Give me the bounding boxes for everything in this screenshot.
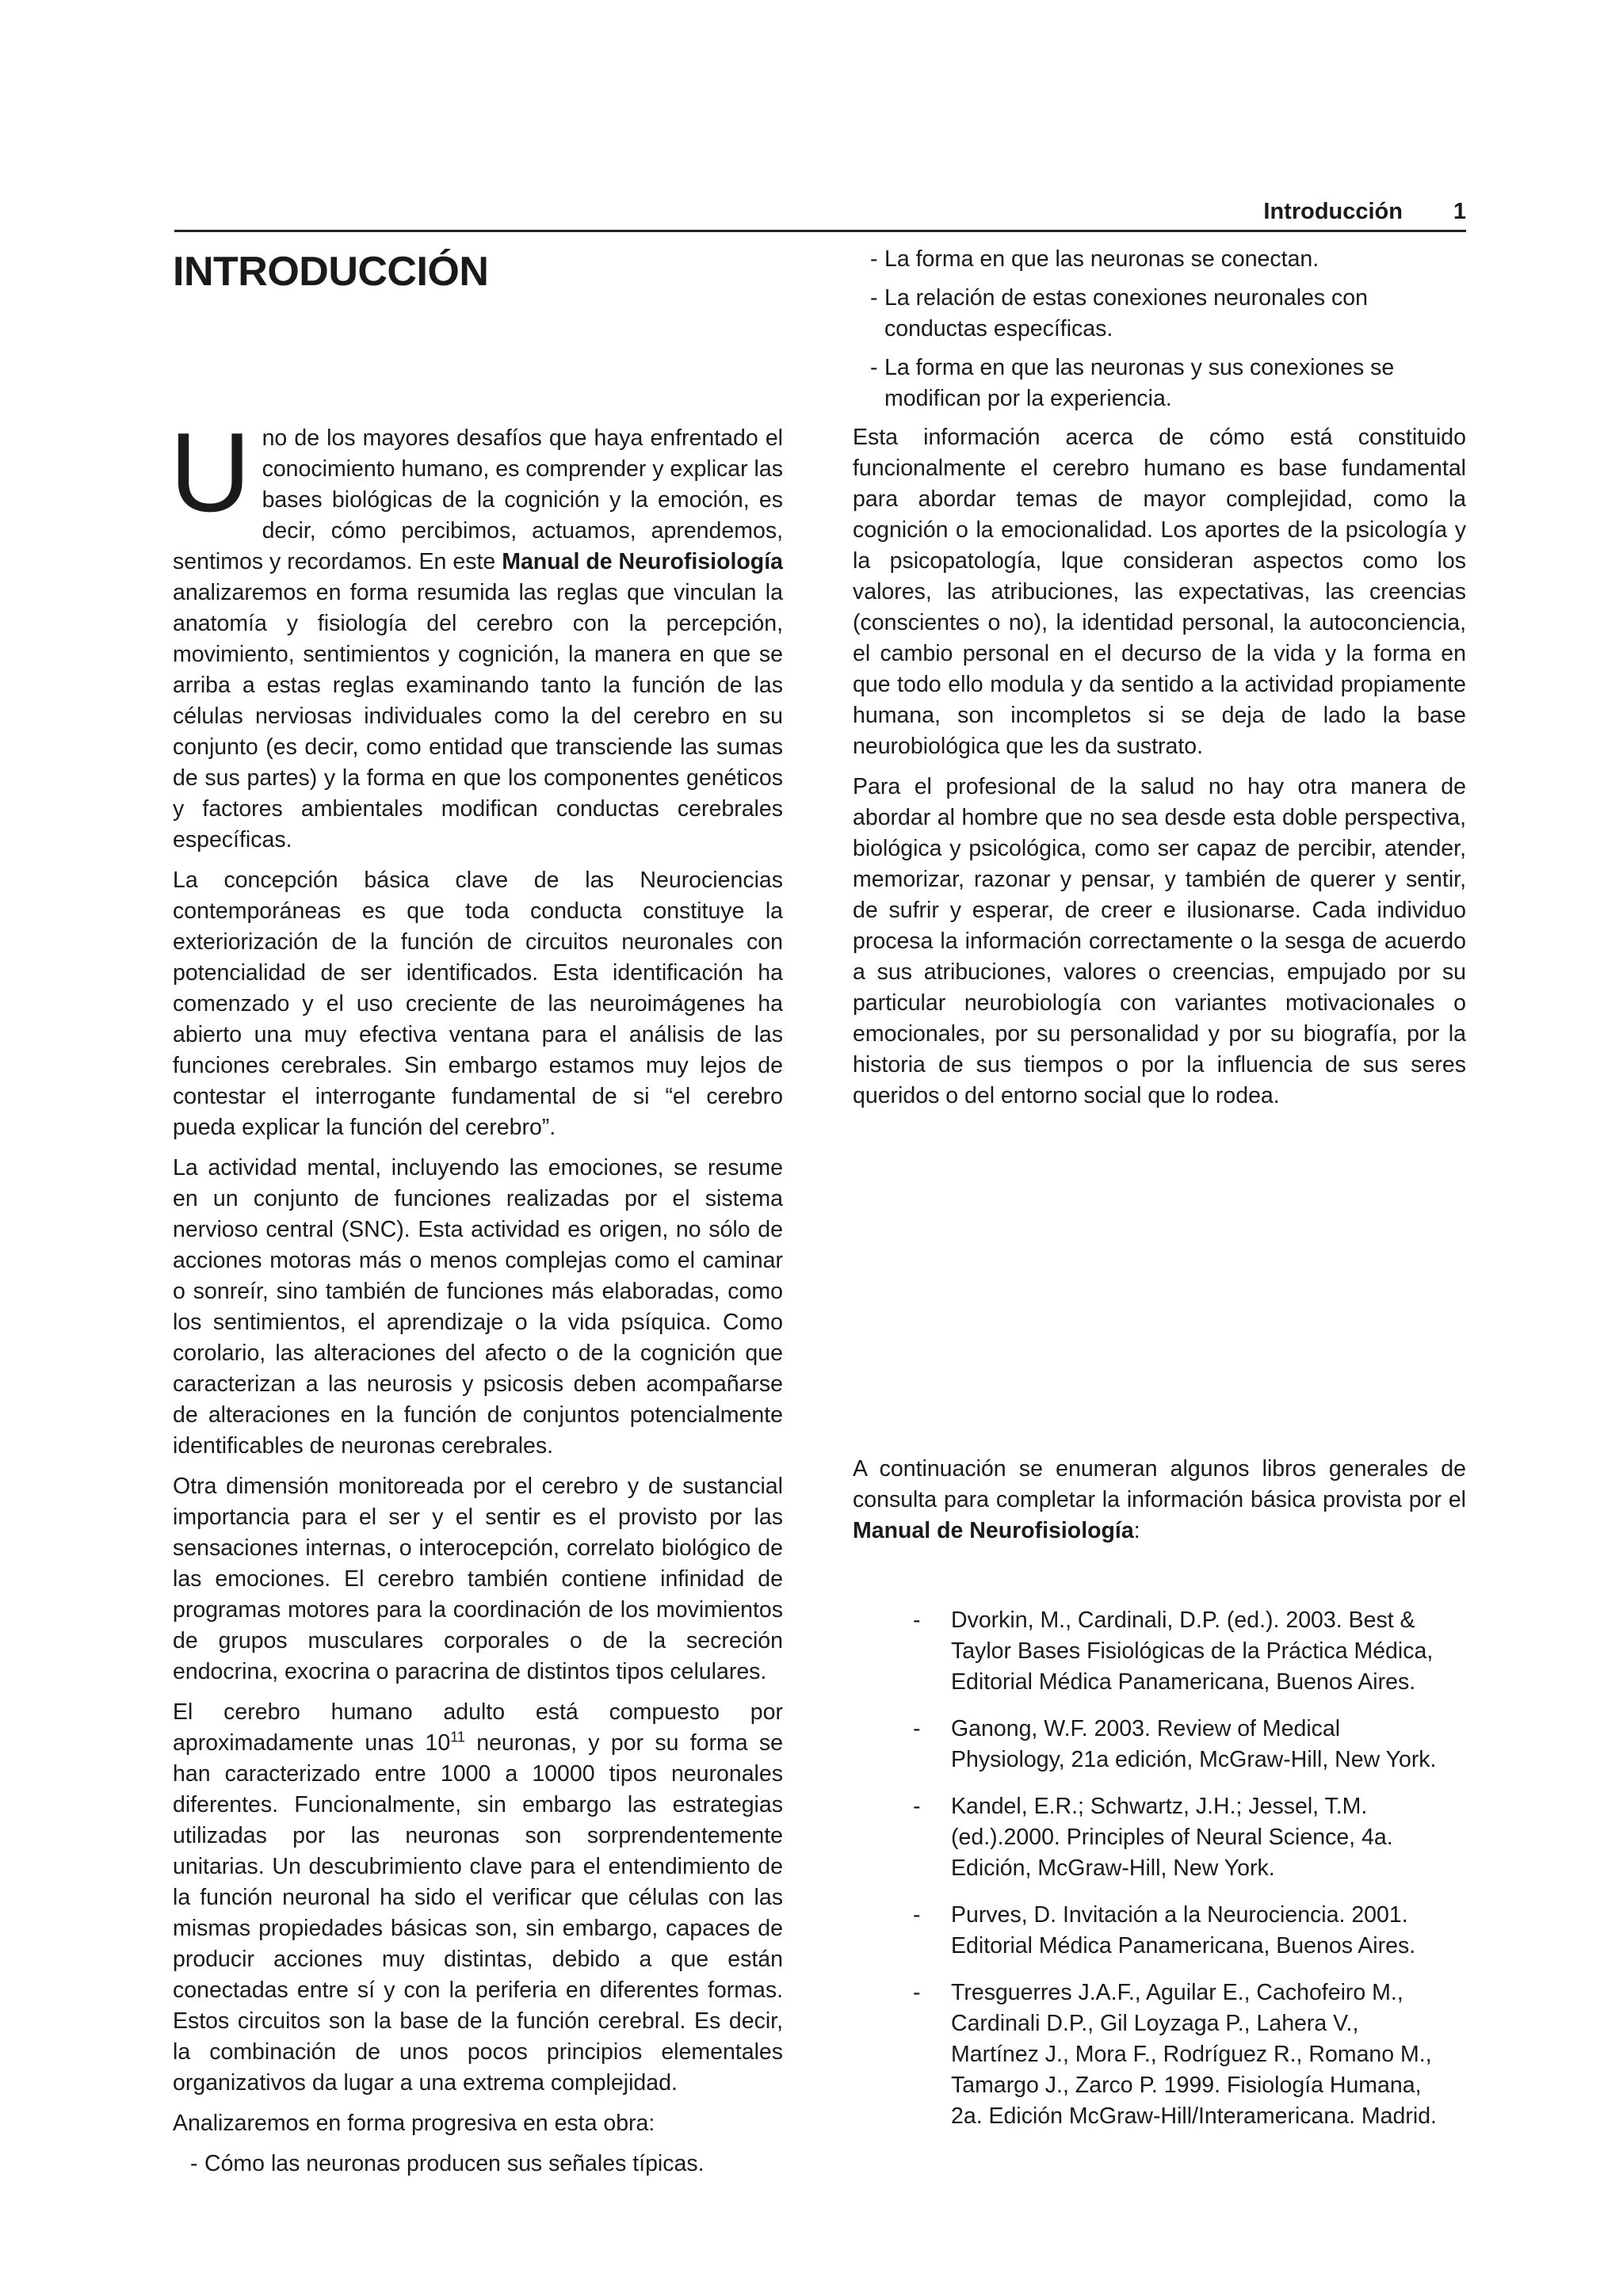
running-header — [174, 196, 1466, 232]
reference-list — [853, 1605, 1466, 2132]
drop-cap: U — [170, 410, 251, 536]
list-item: - La relación de estas conexiones neuronales con conductas específicas. — [870, 285, 1368, 341]
intro-paragraph-2: La concepción básica clave de las Neurociencias contemporáneas es que toda conducta constituye la exteriorización de la función de circuitos neuronales con potencialidad de ser identificados. Esta identificación ha comenzado y el uso creciente de las neuroimágenes ha abierto una muy efectiva ventana para el análisis de las funciones cerebrales. Sin embargo estamos muy lejos de contestar el interrogante fundamental de si “el cerebro pueda explicar la función del cerebro”. — [173, 868, 783, 1140]
list-item: - La forma en que las neuronas y sus conexiones se modifican por la experiencia. — [870, 355, 1395, 411]
intro-paragraph-5: El cerebro humano adulto está compuesto por aproximadamente unas $10^{11}$ neuronas, y por su forma se han caracterizado entre 1000 a 10000 tipos neuronales diferentes. Funcionalmente, sin embargo las estrategias utilizadas por las neuronas son sorprendentemente unitarias. Un descubrimiento clave para el entendimiento de la función neuronal ha sido el verificar que células con las mismas propiedades básicas son, sin embargo, capaces de producir acciones muy distintas, debido a que están conectadas entre sí y con la periferia en diferentes formas. Estos circuitos son la base de la función cerebral. Es decir, la combinación de unos pocos principios elementales organizativos da lugar a una extrema complejidad. — [173, 1699, 783, 2096]
references-intro: A continuación se enumeran algunos libros generales de consulta para completar la información básica provista por el Manual de Neurofisiología: — [853, 1456, 1466, 1543]
reference-item: - Tresguerres J.A.F., Aguilar E., Cachofeiro M., Cardinali D.P., Gil Loyzaga P., Lahera V., Martínez J., Mora F., Rodríguez R., Romano M., Tamargo J., Zarco P. 1999. Fisiología Humana, 2a. Edición McGraw-Hill/Interamericana. Madrid. — [913, 1980, 1437, 2129]
page-number: 1 — [1453, 199, 1466, 224]
reference-item: - Ganong, W.F. 2003. Review of Medical Physiology, 21a edición, McGraw-Hill, New York. — [913, 1716, 1437, 1772]
manual-title: Manual de Neurofisiología — [853, 1518, 1134, 1543]
reference-item: - Dvorkin, M., Cardinali, D.P. (ed.). 2003. Best & Taylor Bases Fisiológicas de la Práctica Médica, Editorial Médica Panamericana, Buenos Aires. — [913, 1608, 1434, 1695]
body-paragraph-2: Para el profesional de la salud no hay otra manera de abordar al hombre que no sea desde esta doble perspectiva, biológica y psicológica, como ser capaz de percibir, atender, memorizar, razonar y pensar, y también de querer y sentir, de sufrir y esperar, de creer e ilusionarse. Cada individuo procesa la información correctamente o la sesga de acuerdo a sus atribuciones, valores o creencias, empujado por su particular neurobiología con variantes motivacionales o emocionales, por su personalidad y por su biografía, por la historia de sus tiempos o por la influencia de sus seres queridos o del entorno social que lo rodea. — [853, 774, 1466, 1108]
manual-title: Manual de Neurofisiología — [502, 549, 783, 574]
intro-paragraph-3: La actividad mental, incluyendo las emociones, se resume en un conjunto de funciones realizadas por el sistema nervioso central (SNC). Esta actividad es origen, no sólo de acciones motoras más o menos complejas como el caminar o sonreír, sino también de funciones más elaboradas, como los sentimientos, el aprendizaje o la vida psíquica. Como corolario, las alteraciones del afecto o de la cognición que caracterizan a las neurosis y psicosis deben acompañarse de alteraciones en la función de conjuntos potencialmente identificables de neuronas cerebrales. — [173, 1155, 783, 1459]
intro-paragraph-1: Uno de los mayores desafíos que haya enfrentado el conocimiento humano, es comprender y explicar las bases biológicas de la cognición y la emoción, es decir, cómo percibimos, actuamos, aprendemos, sentimos y recordamos. En este Manual de Neurofisiología analizaremos en forma resumida las reglas que vinculan la anatomía y fisiología del cerebro con la percepción, movimiento, sentimientos y cognición, la manera en que se arriba a estas reglas examinando tanto la función de las células nerviosas individuales como la del cerebro en su conjunto (es decir, como entidad que transciende las sumas de sus partes) y la forma en que los componentes genéticos y factores ambientales modifican conductas cerebrales específicas. — [170, 410, 783, 852]
intro-paragraph-6: Analizaremos en forma progresiva en esta obra: — [173, 2111, 655, 2136]
reference-item: - Purves, D. Invitación a la Neurociencia. 2001. Editorial Médica Panamericana, Buenos Aires. — [913, 1902, 1416, 1958]
right-column — [853, 244, 1466, 2148]
list-item: - Cómo las neuronas producen sus señales típicas. — [190, 2151, 705, 2176]
body-paragraph-1: Esta información acerca de cómo está constituido funcionalmente el cerebro humano es base fundamental para abordar temas de mayor complejidad, como la cognición o la emocionalidad. Los aportes de la psicología y la psicopatología, lque consideran aspectos como los valores, las atribuciones, las expectativas, las creencias (conscientes o no), la identidad personal, la autoconciencia, el cambio personal en el decurso de la vida y la forma en que todo ello modula y da sentido a la actividad propiamente humana, son incompletos si se deja de lado la base neurobiológica que les da sustrato. — [853, 425, 1466, 759]
left-column — [170, 246, 783, 2187]
list-item: - La forma en que las neuronas se conectan. — [870, 246, 1319, 272]
header-section-title: Introducción — [1263, 199, 1403, 224]
reference-item: - Kandel, E.R.; Schwartz, J.H.; Jessel, T.M. (ed.).2000. Principles of Neural Science, 4a. Edición, McGraw-Hill, New York. — [913, 1794, 1393, 1881]
chapter-heading: INTRODUCCIÓN — [173, 249, 489, 295]
intro-paragraph-4: Otra dimensión monitoreada por el cerebro y de sustancial importancia para el ser y el sentir es el provisto por las sensaciones internas, o interocepción, correlato biológico de las emociones. El cerebro también contiene infinidad de programas motores para la coordinación de los movimientos de grupos musculares corporales o de la secreción endocrina, exocrina o paracrina de distintos tipos celulares. — [173, 1474, 783, 1684]
